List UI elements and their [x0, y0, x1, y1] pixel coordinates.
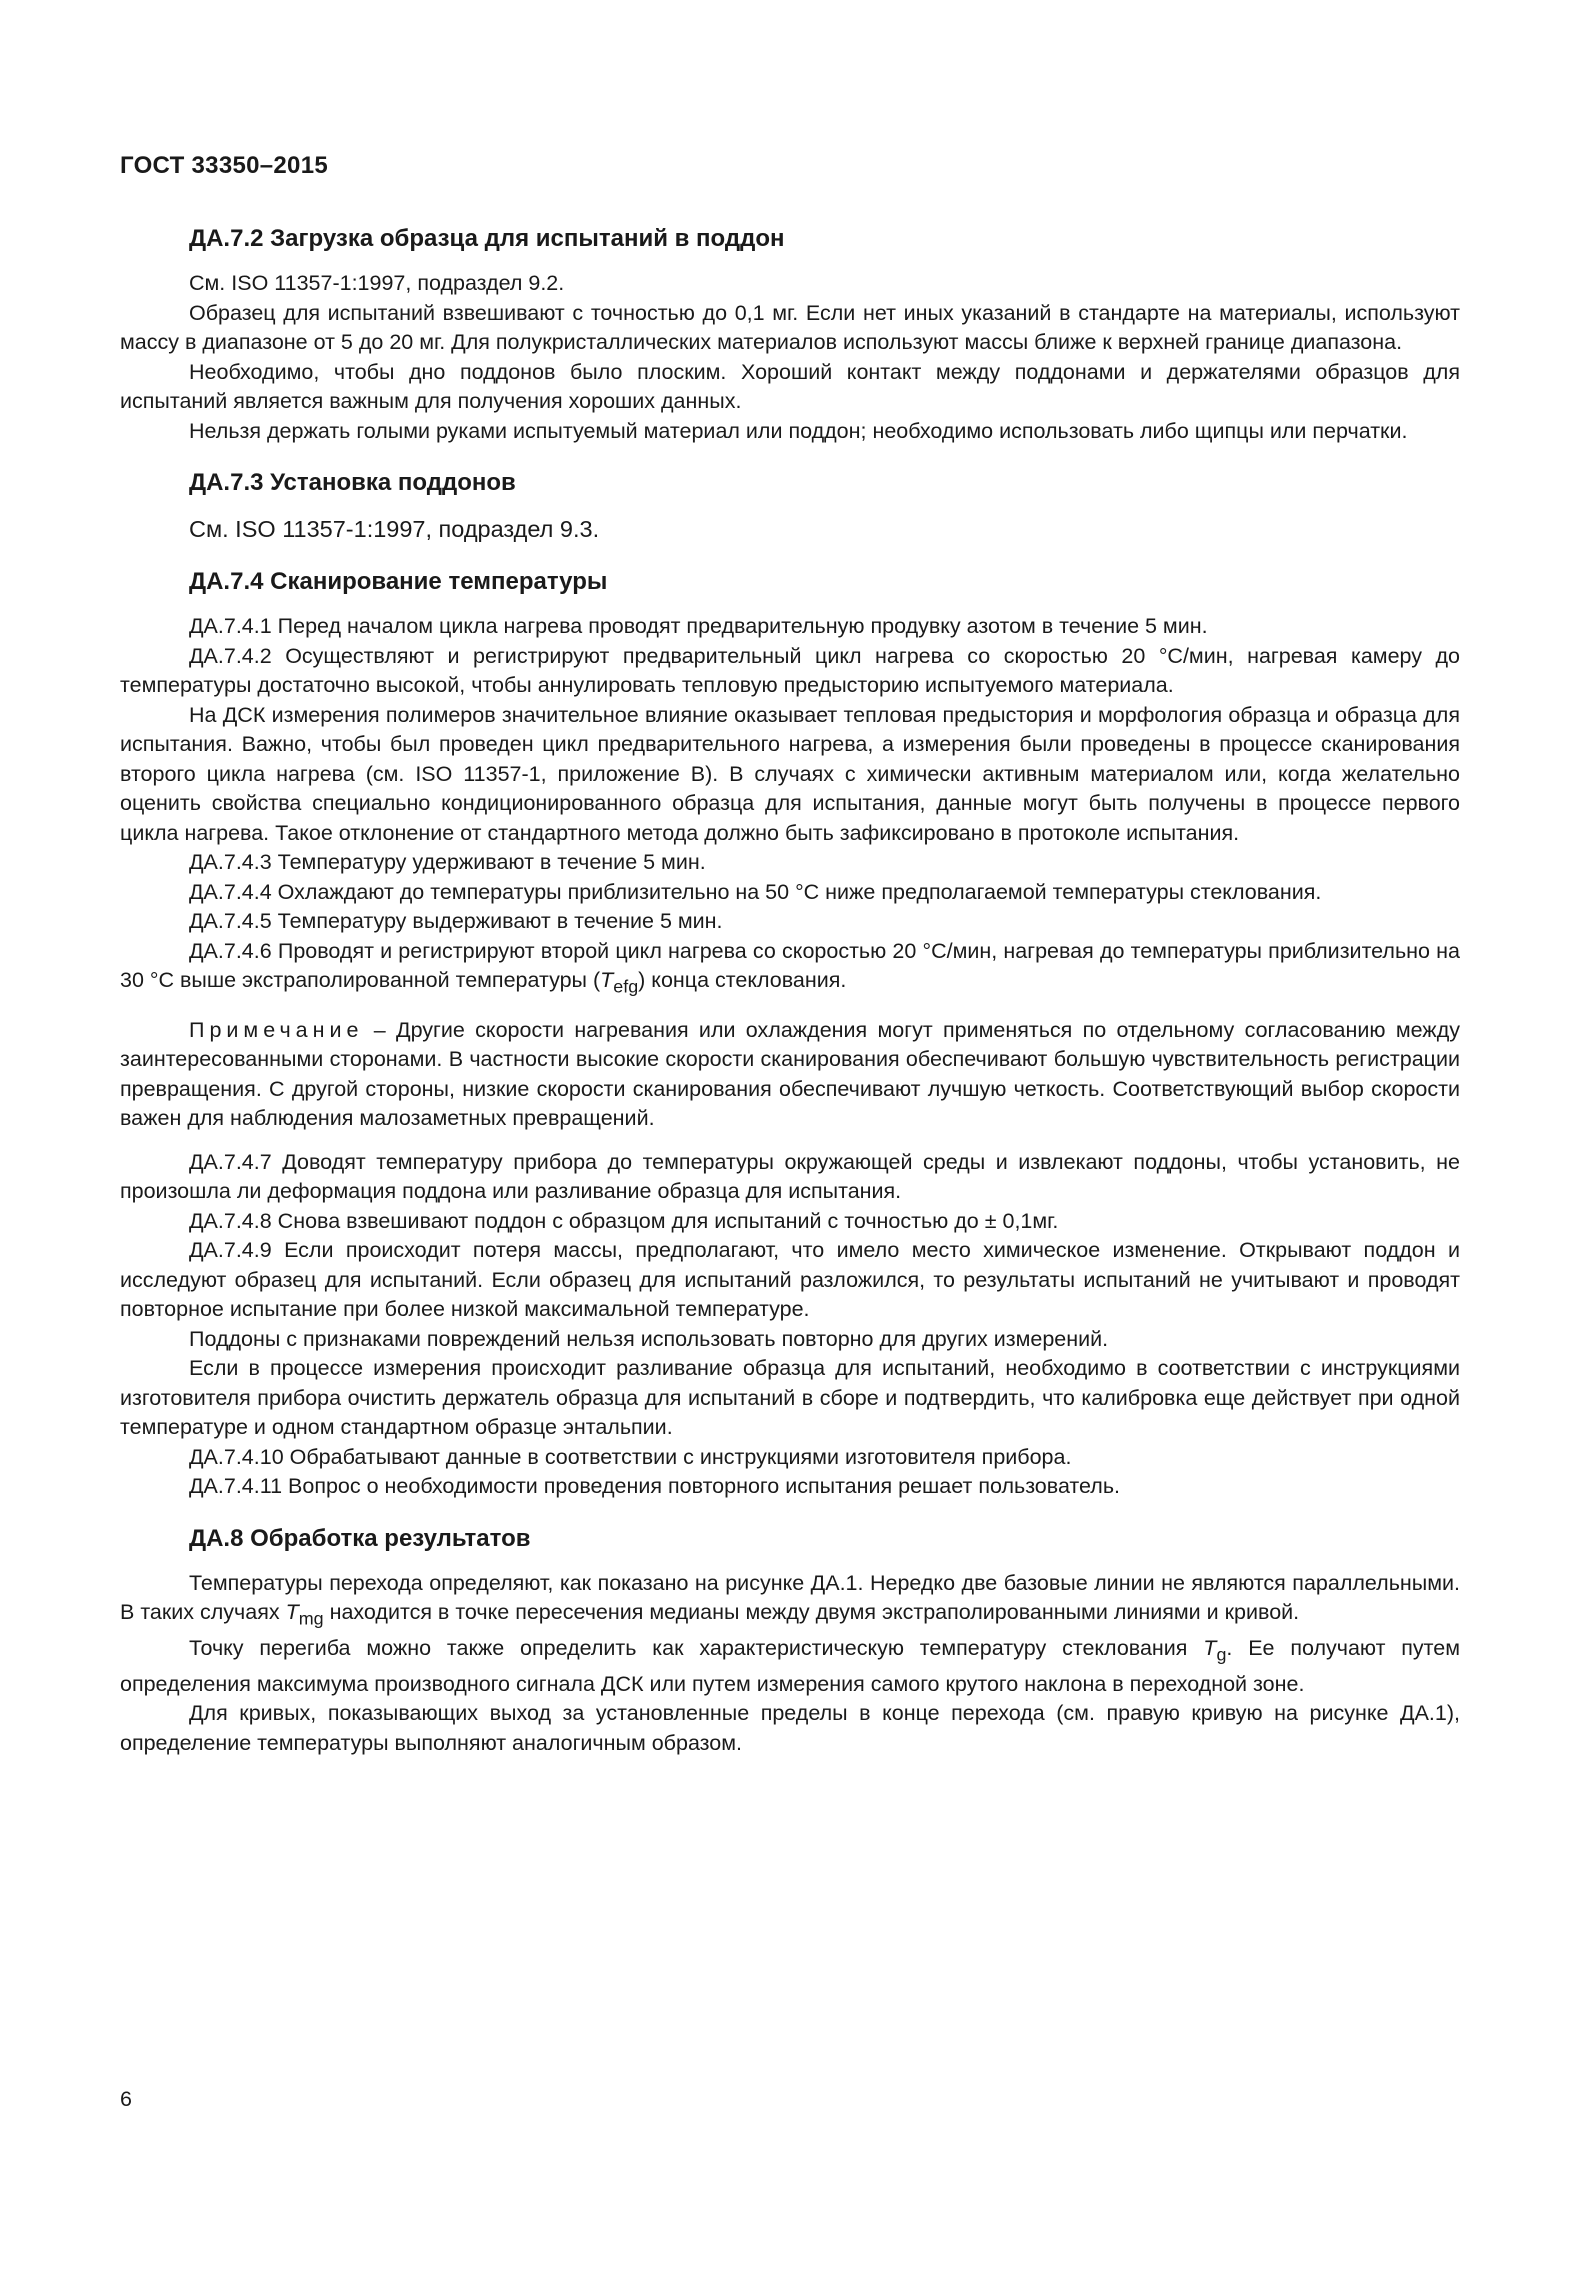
text-fragment: Точку перегиба можно также определить как характеристическую температуру стеклования: [189, 1636, 1204, 1661]
note-text: – Другие скорости нагревания или охлаждения могут применяться по отдельному согласованию между заинтересованными сторонами. В частности высокие скорости сканирования обеспечивают большую чувствительность регистрации превращения. С другой стороны, низкие скорости сканирования обеспечивают лучшую четкость. Соответствующий выбор скорости важен для наблюдения малозаметных превращений.: [120, 1017, 1460, 1131]
section-heading-da-7-2: ДА.7.2 Загрузка образца для испытаний в поддон: [189, 225, 785, 252]
text-fragment: находится в точке пересечения медианы между двумя экстраполированными линиями и кривой.: [323, 1600, 1300, 1625]
text-fragment: . Ее получают путем определения максимума производного сигнала ДСК или путем измерения самого крутого наклона в переходной зоне.: [120, 1636, 1460, 1696]
paragraph: На ДСК измерения полимеров значительное влияние оказывает тепловая предыстория и морфология образца и образца для испытания. Важно, чтобы был проведен цикл предварительного нагрева, а измерения были проведены в процессе сканирования второго цикла нагрева (см. ISO 11357-1, приложение В). В случаях с химически активным материалом или, когда желательно оценить свойства специально кондиционированного образца для испытания, данные могут быть получены в процессе первого цикла нагрева. Такое отклонение от стандартного метода должно быть зафиксировано в протоколе испытания.: [120, 702, 1460, 845]
paragraph: ДА.7.4.1 Перед началом цикла нагрева проводят предварительную продувку азотом в течение 5 мин.: [189, 614, 1208, 638]
section-heading-da-7-3: ДА.7.3 Установка поддонов: [189, 469, 516, 496]
paragraph: См. ISO 11357-1:1997, подраздел 9.2.: [189, 271, 565, 295]
paragraph: Необходимо, чтобы дно поддонов было плоским. Хороший контакт между поддонами и держателями образцов для испытаний является важным для получения хороших данных.: [120, 359, 1460, 413]
paragraph: ДА.7.4.7 Доводят температуру прибора до температуры окружающей среды и извлекают поддоны, чтобы установить, не произошла ли деформация поддона или разливание образца для испытания.: [120, 1149, 1460, 1204]
paragraph: Нельзя держать голыми руками испытуемый материал или поддон; необходимо использовать либо щипцы или перчатки.: [189, 418, 1408, 443]
symbol-t: T: [1203, 1636, 1217, 1661]
paragraph: Если в процессе измерения происходит разливание образца для испытаний, необходимо в соответствии с инструкциями изготовителя прибора очистить держатель образца для испытаний в сборе и подтвердить, что калибровка еще действует при одной температуре и одном стандартном образце энтальпии.: [120, 1356, 1460, 1440]
paragraph: ДА.7.4.11 Вопрос о необходимости проведения повторного испытания решает пользователь.: [189, 1474, 1120, 1499]
paragraph: ДА.7.4.9 Если происходит потеря массы, предполагают, что имело место химическое изменение. Открывают поддон и исследуют образец для испытаний. Если образец для испытаний разложился, то результаты испытаний не учитывают и проводят повторное испытание при более низкой максимальной температуре.: [120, 1238, 1460, 1322]
symbol-subscript: mg: [298, 1608, 324, 1629]
paragraph: ДА.7.4.4 Охлаждают до температуры приблизительно на 50 °С ниже предполагаемой температуры стеклования.: [189, 879, 1322, 904]
document-body: [120, 224, 1460, 1758]
paragraph: ДА.7.4.8 Снова взвешивают поддон с образцом для испытаний с точностью до ± 0,1мг.: [189, 1208, 1059, 1233]
paragraph: Поддоны с признаками повреждений нельзя использовать повторно для других измерений.: [189, 1326, 1109, 1351]
note-paragraph: [120, 1016, 1460, 1134]
paragraph: ДА.7.4.10 Обрабатывают данные в соответствии с инструкциями изготовителя прибора.: [189, 1444, 1072, 1469]
symbol-t: T: [600, 968, 614, 992]
paragraph: ДА.7.4.2 Осуществляют и регистрируют предварительный цикл нагрева со скоростью 20 °С/мин, нагревая камеру до температуры достаточно высокой, чтобы аннулировать тепловую предысторию испытуемого материала.: [120, 643, 1460, 697]
paragraph: Для кривых, показывающих выход за установленные пределы в конце перехода (см. правую кривую на рисунке ДА.1), определение температуры выполняют аналогичным образом.: [120, 1701, 1460, 1755]
section-heading-da-8: ДА.8 Обработка результатов: [189, 1524, 531, 1552]
paragraph: [120, 1569, 1460, 1634]
standard-number: ГОСТ 33350–2015: [120, 152, 328, 179]
paragraph: ДА.7.4.3 Температуру удерживают в течение 5 мин.: [189, 850, 706, 874]
paragraph: ДА.7.4.5 Температуру выдерживают в течение 5 мин.: [189, 909, 723, 933]
text-fragment: Температуры перехода определяют, как показано на рисунке ДА.1. Нередко две базовые линии не являются параллельными. В таких случаях: [120, 1570, 1460, 1625]
page-number: 6: [120, 2087, 132, 2111]
paragraph: См. ISO 11357-1:1997, подраздел 9.3.: [189, 516, 600, 542]
text-fragment: ) конца стеклования.: [638, 968, 847, 992]
note-label: Примечание: [189, 1017, 364, 1042]
text-fragment: ДА.7.4.6 Проводят и регистрируют второй цикл нагрева со скоростью 20 °С/мин, нагревая до температуры приблизительно на 30 °С выше экстраполированной температуры (: [120, 938, 1460, 992]
section-heading-da-7-4: ДА.7.4 Сканирование температуры: [189, 568, 608, 595]
symbol-subscript: g: [1216, 1644, 1227, 1665]
paragraph-da-7-4-6: [120, 937, 1460, 1002]
paragraph: Образец для испытаний взвешивают с точностью до 0,1 мг. Если нет иных указаний в стандарте на материалы, используют массу в диапазоне от 5 до 20 мг. Для полукристаллических материалов используют массы ближе к верхней границе диапазона.: [120, 300, 1460, 354]
symbol-t: T: [285, 1600, 299, 1625]
paragraph: [120, 1634, 1460, 1699]
symbol-subscript: efg: [613, 976, 639, 997]
